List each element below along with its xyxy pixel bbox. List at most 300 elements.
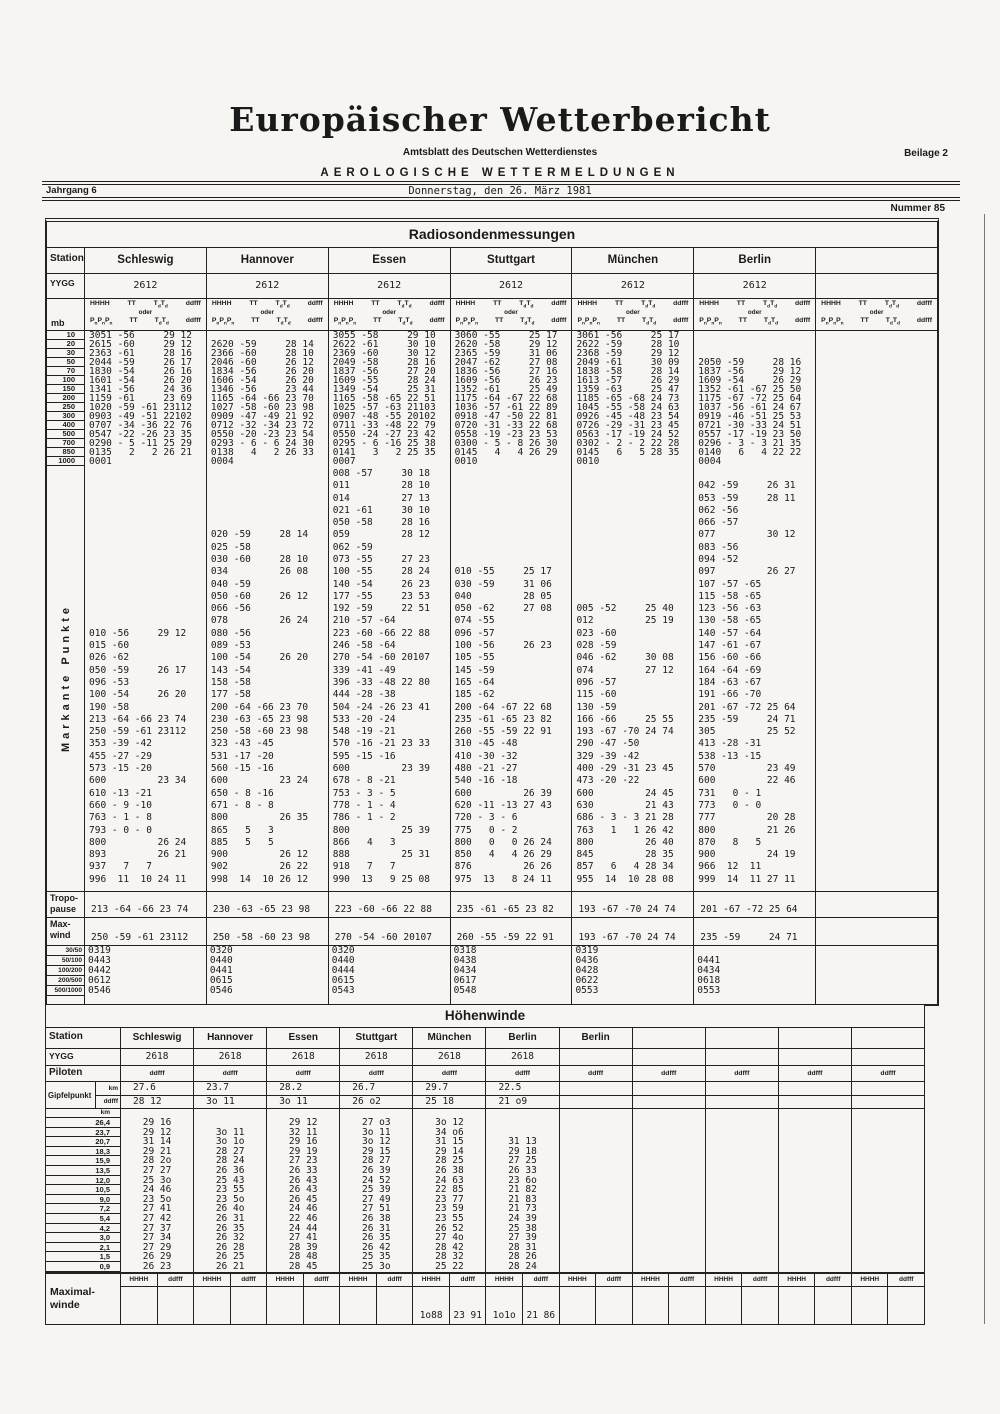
shear-value: 0443 [88,955,111,966]
wind-cell: 25 43 [194,1176,267,1186]
maxwind-hhhh-header: HHHH [267,1274,304,1286]
yygg-value: 2612 [207,274,329,298]
wind-cell [706,1252,779,1262]
maxwind-hhhh-value [779,1287,816,1324]
sounding-cell: 2049 -58 28 16 [329,358,451,367]
summit-km-value [779,1082,852,1095]
wind-cell: 27 41 [267,1233,340,1243]
maxwind-ddfff-value [669,1287,706,1324]
wind-cell: 24 44 [267,1224,340,1234]
markante-cell [329,466,451,891]
markante-line: 105 -55 [454,652,495,664]
summit-ddfff-value [560,1096,633,1109]
markante-line: 260 -55 -59 22 91 [454,726,552,738]
markante-line: 096 -57 [576,676,617,688]
wind-cell: 28 27 [194,1147,267,1157]
markante-line: 062 -59 [332,541,373,553]
shear-cell [85,946,207,996]
wind-cell: 27 42 [121,1214,194,1224]
wind-cell [633,1224,706,1234]
markante-line: 678 - 8 -21 [332,775,396,787]
markante-line: 538 -13 -15 [698,750,762,762]
sounding-cell: 0720 -31 -33 22 68 [451,421,573,430]
markante-line: 570 23 49 [698,763,796,775]
tropopause-cell: 230 -63 -65 23 98 [207,892,329,917]
tropopause-cell: 201 -67 -72 25 64 [694,892,816,917]
summit-ddfff-value [779,1096,852,1109]
mb-value: 70 [47,367,85,376]
wind-cell [779,1166,852,1176]
markante-line: 074 27 12 [576,664,674,676]
sounding-cell: 1037 -56 -61 24 67 [694,403,816,412]
gipfelpunkt-km-row [121,1082,924,1096]
wind-cell: 21 83 [486,1195,559,1205]
maxwind-cell: 260 -55 -59 22 91 [451,918,573,945]
shear-value: 0615 [331,975,355,986]
sounding-cell: 1837 -56 27 20 [329,367,451,376]
mb-value: 300 [47,412,85,421]
wind-cell [852,1214,924,1224]
markante-line: 533 -20 -24 [332,713,396,725]
shear-label: 500/1000 [47,986,84,996]
markante-line: 876 26 26 [454,861,552,873]
wind-cell: 27 37 [121,1224,194,1234]
markante-line: 857 6 4 28 34 [576,861,674,873]
gipfelpunkt-ddfff-row [121,1096,924,1109]
summit-km-value: 27.6 [121,1082,194,1095]
wind-cell: 27 29 [121,1243,194,1253]
markante-line: 115 -60 [576,689,617,701]
station-name [816,248,937,273]
hw-yygg-value: 2618 [413,1049,486,1065]
km-row [46,1137,924,1147]
markante-line: 191 -66 -70 [698,689,762,701]
wind-cell [852,1195,924,1205]
maxwind-hhhh-value [560,1287,597,1324]
sounding-cell: 3060 -55 25 17 [451,331,573,340]
markante-line: 042 -59 26 31 [698,480,796,492]
volume-label: Jahrgang 6 [46,185,97,196]
sounding-cell: 1352 -61 25 49 [451,385,573,394]
markante-line: 177 -58 [210,689,251,701]
markante-line: 201 -67 -72 25 64 [698,701,796,713]
radiosonde-table [45,218,939,1006]
section-header: AEROLOGISCHE WETTERMELDUNGEN [320,167,680,179]
markante-line: 200 -64 -66 23 70 [210,701,309,713]
km-label: 9,0 [46,1195,121,1205]
wind-cell [633,1214,706,1224]
sounding-cell: 2365 -59 31 06 [451,349,573,358]
mb-value: 400 [47,421,85,430]
tropopause-cell: 213 -64 -66 23 74 [85,892,207,917]
wind-cell: 26 31 [194,1214,267,1224]
wind-cell: 26 21 [194,1262,267,1272]
markante-line: 339 -41 -49 [332,664,396,676]
markante-line: 145 -59 [454,664,495,676]
markante-line: 480 -21 -27 [454,763,518,775]
pressure-level-row [47,385,937,394]
markante-line: 473 -20 -22 [576,775,640,787]
summit-km-value: 22.5 [486,1082,559,1095]
maxwind-label-line2: wind [50,930,71,940]
sounding-cell: 1352 -61 -67 25 50 [694,385,816,394]
bottom-strip-cell [451,996,573,1004]
tropopause-row [47,891,937,918]
markante-line: 595 -15 -16 [332,750,396,762]
pressure-level-row [47,367,937,376]
markante-line: 223 -60 -66 22 88 [332,627,430,639]
maxwind-hhhh-header: HHHH [486,1274,523,1286]
sounding-cell: 0550 -24 -27 23 42 [329,430,451,439]
markante-line: 786 - 1 - 2 [332,812,396,824]
markante-line: 570 -16 -21 23 33 [332,738,430,750]
wind-cell [560,1233,633,1243]
markante-line: 865 5 3 [210,824,274,836]
wind-cell: 26 45 [267,1195,340,1205]
wind-cell [706,1185,779,1195]
markante-line: 012 25 19 [576,615,674,627]
station-name: München [572,248,694,273]
shear-value: 0442 [88,965,111,976]
mb-value: 50 [47,358,85,367]
page-title: Europäischer Wetterbericht [229,100,771,139]
shear-value: 0434 [453,965,477,976]
sounding-cell: 1837 -56 29 12 [694,367,816,376]
markante-line: 866 4 3 [332,836,396,848]
km-label: 3,0 [46,1233,121,1243]
markante-label-cell [47,466,85,891]
shear-label: 30/50 [47,946,84,956]
markante-line: 073 -55 27 23 [332,553,430,565]
wind-cell [633,1118,706,1128]
markante-line: 100 -56 26 23 [454,640,552,652]
wind-cell: 26 43 [267,1176,340,1186]
supplement-label: Beilage 2 [904,148,948,159]
summit-km-value: 29.7 [413,1082,486,1095]
maxwind-hhhh-value [121,1287,158,1324]
shear-value [819,976,937,986]
sounding-cell: 0004 [694,457,816,466]
markante-line: 140 -54 26 23 [332,578,430,590]
maximalwinde-data-row [121,1287,924,1324]
wind-cell [779,1214,852,1224]
piloten-code: ddfff [194,1066,267,1081]
wind-cell: 3o 11 [194,1128,267,1138]
markante-line: 990 13 9 25 08 [332,873,430,885]
markante-line: 034 26 08 [210,566,309,578]
markante-line: 955 14 10 28 08 [576,873,674,885]
mb-value: 700 [47,439,85,448]
wind-cell: 26 25 [194,1252,267,1262]
wind-cell [779,1243,852,1253]
markante-line: 053 -59 28 11 [698,492,796,504]
markante-line: 010 -56 29 12 [89,627,187,639]
sounding-cell: 2044 -59 26 17 [85,358,207,367]
markante-line: 600 23 24 [210,775,309,787]
maxwind-ddfff-header: ddfff [304,1274,341,1286]
sounding-cell: 1609 -56 26 23 [451,376,573,385]
summit-km-value [560,1082,633,1095]
hw-station-name: Stuttgart [340,1028,413,1048]
sounding-cell: 0135 2 2 26 21 [85,448,207,457]
markante-line: 164 -64 -69 [698,664,762,676]
markante-line: 130 -59 [576,701,617,713]
piloten-code: ddfff [486,1066,559,1081]
markante-line: 083 -56 [698,541,739,553]
sounding-cell: 0707 -34 -36 22 76 [85,421,207,430]
maxwind-hhhh-header: HHHH [706,1274,743,1286]
markante-line: 066 -57 [698,517,739,529]
markante-line: 630 21 43 [576,799,674,811]
km-row [46,1262,924,1272]
wind-cell [706,1214,779,1224]
wind-cell: 26 38 [340,1214,413,1224]
markante-line: 600 22 46 [698,775,796,787]
wind-cell [852,1243,924,1253]
km-row [46,1233,924,1243]
pressure-level-row [47,340,937,349]
sounding-cell [816,421,937,430]
wind-cell: 26 35 [340,1233,413,1243]
maxwind-ddfff-value [158,1287,195,1324]
sounding-cell: 2620 -59 28 14 [207,340,329,349]
sounding-cell: 0721 -30 -33 24 51 [694,421,816,430]
km-label: 18,3 [46,1147,121,1157]
markante-line: 040 -59 [210,578,251,590]
hw-station-name [706,1028,779,1048]
maxwind-label [47,918,85,945]
km-label: 15,9 [46,1156,121,1166]
wind-cell: 27 39 [486,1233,559,1243]
maxwind-ddfff-value [742,1287,779,1324]
wind-cell [779,1195,852,1205]
markante-line: 560 -15 -16 [210,763,274,775]
shear-cell [816,946,937,996]
maximalwinde-label-line1: Maximal- [50,1286,95,1298]
wind-cell: 26 43 [267,1185,340,1195]
wind-cell [633,1233,706,1243]
markante-line: 190 -58 [89,701,130,713]
hw-yygg-value [779,1049,852,1065]
markante-line: 250 -58 -60 23 98 [210,726,309,738]
summit-ddfff-value: 28 12 [121,1096,194,1109]
km-label: 26,4 [46,1118,121,1128]
pressure-level-row [47,358,937,367]
km-row [46,1147,924,1157]
km-row [46,1252,924,1262]
maximalwinde-grid [121,1274,924,1324]
sounding-cell: 1159 -61 23 69 [85,394,207,403]
markante-line: 455 -27 -29 [89,750,152,762]
markante-line: 800 26 40 [576,836,674,848]
bottom-strip-cell [816,996,937,1004]
wind-cell [779,1176,852,1186]
wind-cell: 28 25 [413,1156,486,1166]
km-label: 0,9 [46,1262,121,1272]
summit-ddfff-value: 3o 11 [194,1096,267,1109]
sounding-cell: 1606 -54 26 20 [207,376,329,385]
sounding-cell [816,349,937,358]
pressure-level-row [47,457,937,466]
wind-cell: 27 4o [413,1233,486,1243]
markante-line: 353 -39 -42 [89,738,152,750]
piloten-code: ddfff [413,1066,486,1081]
hw-yygg-value [560,1049,633,1065]
wind-cell: 29 21 [121,1147,194,1157]
maxwind-hhhh-header: HHHH [560,1274,597,1286]
wind-cell: 29 15 [340,1147,413,1157]
shear-value: 0543 [331,985,355,996]
markante-line: 096 -53 [89,676,130,688]
sounding-cell: 0302 - 2 - 2 22 28 [572,439,694,448]
maxwind-ddfff-value [304,1287,341,1324]
km-label: 23,7 [46,1128,121,1138]
markante-cell [207,466,329,891]
shear-value: 0622 [575,975,599,986]
sounding-cell: 2622 -59 28 10 [572,340,694,349]
sounding-cell: 0010 [451,457,573,466]
markante-cell [694,466,816,891]
sounding-cell: 2622 -61 30 10 [329,340,451,349]
markante-line: 074 -55 [454,615,495,627]
sounding-cell: 1175 -67 -72 25 64 [694,394,816,403]
shear-labels-column [47,946,85,996]
hw-yygg-value: 2618 [267,1049,340,1065]
sounding-cell [694,331,816,340]
markante-line: 096 -57 [454,627,495,639]
column-code-header: HHHH TT $T_dT_d$ ddfff oder $P_nP_nP_n$ TT $T_dT_d$ ddfff [451,299,573,330]
wind-cell: 27 34 [121,1233,194,1243]
markante-line: 731 0 - 1 [698,787,762,799]
piloten-label: Piloten [46,1066,121,1081]
wind-cell: 26 4o [194,1204,267,1214]
sounding-cell: 1349 -54 25 31 [329,385,451,394]
wind-cell [560,1176,633,1186]
sounding-cell: 2369 -60 30 12 [329,349,451,358]
wind-cell: 26 23 [121,1262,194,1272]
wind-cell: 21 73 [486,1204,559,1214]
sounding-cell: 0293 - 6 - 6 24 30 [207,439,329,448]
station-column-label: Station [47,248,85,273]
markante-line: 028 -59 [576,640,617,652]
wind-cell [779,1156,852,1166]
wind-cell [706,1243,779,1253]
summit-ddfff-value: 26 o2 [340,1096,413,1109]
maximalwinde-label [46,1274,121,1324]
markante-line: 329 -39 -42 [576,750,640,762]
markante-line: 050 -60 26 12 [210,590,309,602]
wind-cell [633,1185,706,1195]
km-row [46,1176,924,1186]
wind-cell: 29 16 [121,1118,194,1128]
wind-cell: 23 55 [194,1185,267,1195]
wind-cell [560,1128,633,1138]
shear-value: 0319 [88,945,111,956]
wind-cell: 28 42 [413,1243,486,1253]
km-label: 20,7 [46,1137,121,1147]
markante-line: 008 -57 30 18 [332,467,430,479]
km-label: 5,4 [46,1214,121,1224]
wind-cell [486,1128,559,1138]
km-row [46,1195,924,1205]
shear-value: 0618 [697,975,721,986]
wind-cell [633,1204,706,1214]
wind-cell [779,1118,852,1128]
markante-cell [816,466,937,891]
pressure-level-row [47,394,937,403]
maxwind-hhhh-value: 1o88 [413,1287,450,1324]
markante-line: 966 12 11 [698,861,762,873]
wind-cell [779,1252,852,1262]
mb-value: 20 [47,340,85,349]
markante-line: 010 -55 25 17 [454,566,552,578]
sounding-cell [816,430,937,439]
markante-line: 900 24 19 [698,849,796,861]
markante-line: 305 25 52 [698,726,796,738]
markante-line: 975 13 8 24 11 [454,873,552,885]
markante-line: 021 -61 30 10 [332,504,430,516]
sounding-cell: 1020 -59 -61 23112 [85,403,207,412]
markante-line: 999 14 11 27 11 [698,873,796,885]
mb-value: 1000 [47,457,85,466]
wind-cell [706,1224,779,1234]
wind-cell: 23 55 [413,1214,486,1224]
km-header-cell [413,1109,486,1118]
sounding-cell [816,412,937,421]
wind-cell [852,1147,924,1157]
markante-line: 800 21 26 [698,824,796,836]
wind-cell [852,1252,924,1262]
sounding-cell: 2050 -59 28 16 [694,358,816,367]
pressure-level-row [47,430,937,439]
shear-value: 0438 [453,955,477,966]
wind-cell [852,1185,924,1195]
markante-line: 290 -47 -50 [576,738,640,750]
column-code-header: HHHH TT $T_dT_d$ ddfff oder $P_nP_nP_n$ TT $T_dT_d$ ddfff [207,299,329,330]
markante-line: 166 -66 25 55 [576,713,674,725]
markante-line: 410 -30 -32 [454,750,518,762]
mb-value: 850 [47,448,85,457]
markante-line: 025 -58 [210,541,251,553]
maxwind-hhhh-value [267,1287,304,1324]
maxwind-ddfff-value [231,1287,268,1324]
wind-cell: 3o 12 [340,1137,413,1147]
markante-line: 793 - 0 - 0 [89,824,152,836]
wind-cell [706,1195,779,1205]
wind-cell [852,1204,924,1214]
hw-station-row [46,1028,924,1049]
hw-yygg-value [706,1049,779,1065]
hw-yygg-value: 2618 [486,1049,559,1065]
maxwind-cell: 193 -67 -70 24 74 [572,918,694,945]
sounding-cell [816,448,937,457]
wind-cell [706,1204,779,1214]
wind-cell [852,1166,924,1176]
sounding-cell: 0712 -32 -34 23 72 [207,421,329,430]
wind-cell [779,1262,852,1272]
wind-cell [633,1147,706,1157]
markante-line: 080 -56 [210,627,251,639]
markante-line: 573 -15 -20 [89,763,152,775]
wind-cell: 27 51 [340,1204,413,1214]
wind-cell [633,1137,706,1147]
sounding-cell: 0001 [85,457,207,466]
piloten-code: ddfff [560,1066,633,1081]
km-header-row [46,1109,924,1118]
wind-cell: 22 85 [413,1185,486,1195]
wind-cell [560,1195,633,1205]
issue-date: Donnerstag, den 26. März 1981 [408,185,592,197]
